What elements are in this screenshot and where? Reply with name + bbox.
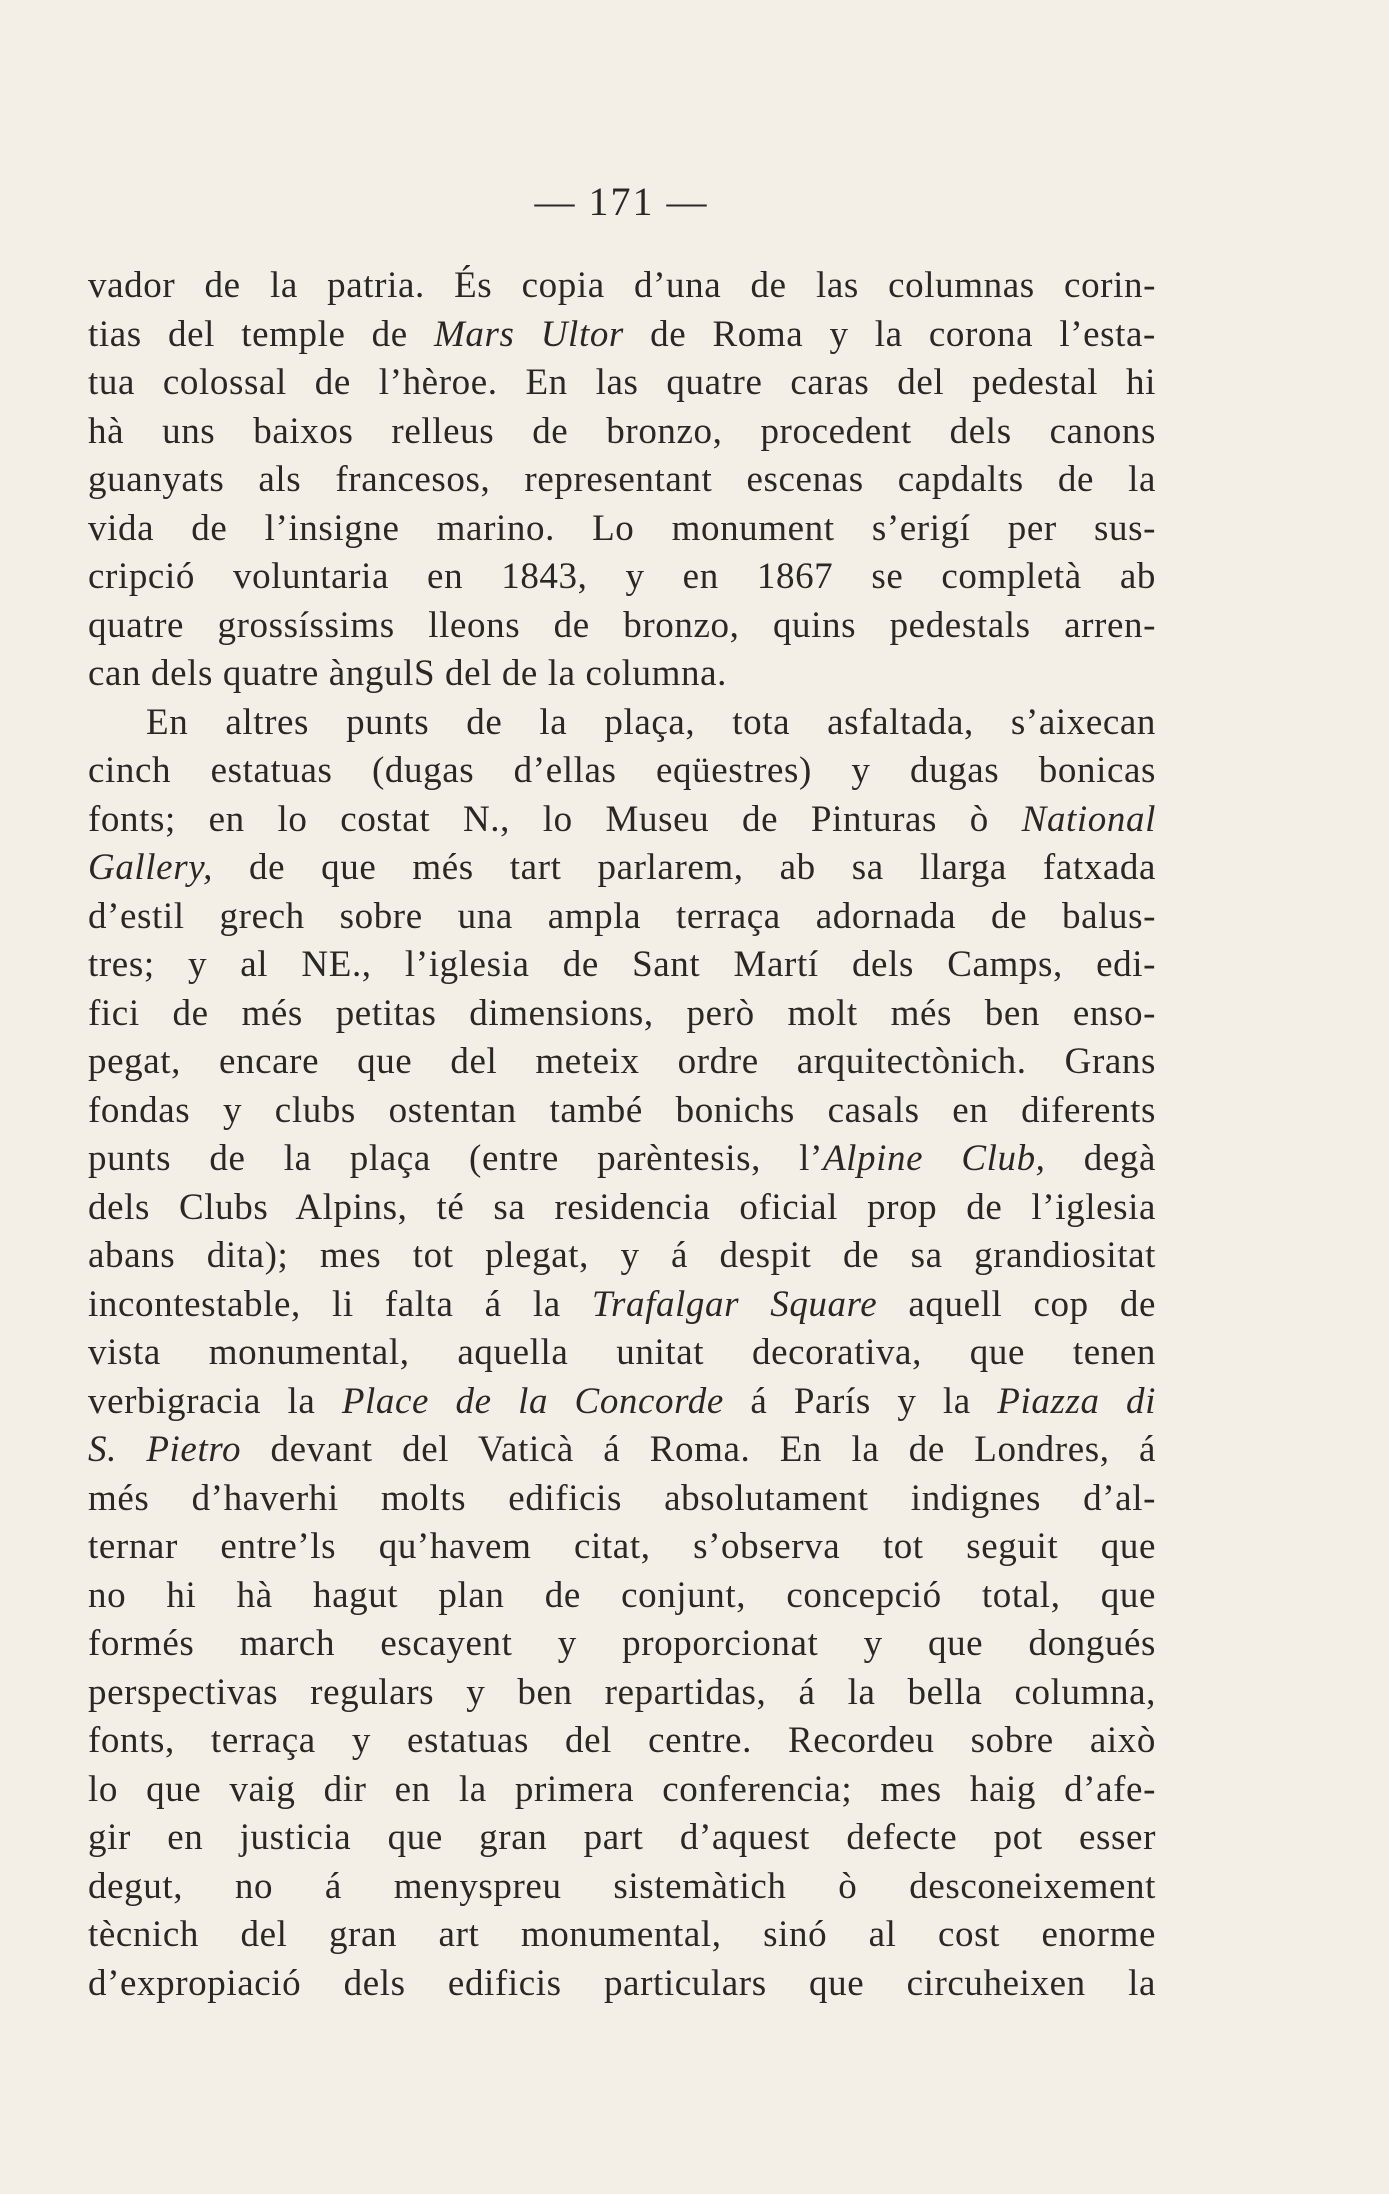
text-line	[88, 1135, 1156, 1184]
text-segment: pegat, encare que del meteix ordre arquitectònich. Grans	[88, 1041, 1156, 1082]
text-line	[88, 1281, 1156, 1330]
text-line	[88, 1572, 1156, 1621]
text-line	[88, 311, 1156, 360]
text-segment: tua colossal de l’hèroe. En las quatre caras del pedestal hi	[88, 362, 1156, 403]
text-segment: devant del Vaticà á Roma. En la de Londres, á	[241, 1429, 1156, 1470]
text-segment: d’expropiació dels edificis particulars que circuheixen la	[88, 1962, 1156, 2004]
italic-text: Trafalgar Square	[591, 1283, 878, 1325]
text-segment: ternar entre’ls qu’havem citat, s’observa tot seguit que	[88, 1526, 1156, 1567]
text-line	[88, 1426, 1156, 1475]
text-segment: fonts, terraça y estatuas del centre. Recordeu sobre això	[88, 1720, 1156, 1761]
text-line	[88, 893, 1156, 942]
text-line	[88, 262, 1156, 311]
text-segment: incontestable, li falta á la	[88, 1283, 592, 1325]
text-line	[88, 1717, 1156, 1766]
text-segment: verbigracia la	[88, 1380, 342, 1422]
text-line	[88, 1960, 1156, 2009]
text-segment: fonts; en lo costat N., lo Museu de Pinturas ò	[88, 798, 1022, 840]
text-line	[88, 1523, 1156, 1572]
text-segment: tias del temple de	[88, 313, 435, 355]
italic-text: S. Pietro	[88, 1429, 242, 1470]
text-segment: abans dita); mes tot plegat, y á despit de sa grandiositat	[88, 1235, 1156, 1276]
text-line	[88, 796, 1156, 845]
text-segment: tècnich del gran art monumental, sinó al cost enorme	[88, 1914, 1156, 1955]
text-segment: En altres punts de la plaça, tota asfaltada, s’aixecan	[146, 701, 1156, 743]
italic-text: Piazza di	[997, 1380, 1156, 1422]
text-line	[88, 408, 1156, 457]
text-line	[88, 1863, 1156, 1912]
italic-text: Gallery,	[88, 847, 214, 888]
text-line	[88, 456, 1156, 505]
italic-text: Mars Ultor	[434, 313, 624, 355]
text-line	[88, 1038, 1156, 1087]
text-segment: de que més tart parlarem, ab sa llarga fatxada	[213, 847, 1156, 888]
text-line	[88, 1814, 1156, 1863]
italic-text: National	[1021, 798, 1156, 840]
text-segment: cripció voluntaria en 1843, y en 1867 se completà ab	[88, 556, 1156, 597]
text-segment: punts de la plaça (entre parèntesis, l’	[88, 1138, 823, 1179]
text-line	[88, 1766, 1156, 1815]
text-segment: cinch estatuas (dugas d’ellas eqüestres) y dugas bonicas	[88, 750, 1156, 791]
text-line	[88, 1620, 1156, 1669]
text-segment: d’estil grech sobre una ampla terraça adornada de balus-	[88, 895, 1156, 937]
text-segment: quatre grossíssims lleons de bronzo, quins pedestals arren-	[88, 604, 1156, 646]
text-segment: á París y la	[723, 1380, 998, 1422]
text-line	[88, 553, 1156, 602]
text-segment: formés march escayent y proporcionat y que dongués	[88, 1623, 1156, 1664]
text-segment: de Roma y la corona l’esta-	[623, 313, 1156, 355]
text-line	[88, 1184, 1156, 1233]
text-line	[88, 1087, 1156, 1136]
text-line	[88, 1911, 1156, 1960]
text-segment: vador de la patria. És copia d’una de las columnas corin-	[88, 265, 1156, 306]
text-line	[88, 941, 1156, 990]
text-line	[88, 359, 1156, 408]
text-segment: vista monumental, aquella unitat decorativa, que tenen	[88, 1332, 1156, 1373]
text-segment: gir en justicia que gran part d’aquest defecte pot esser	[88, 1817, 1156, 1858]
page-number: — 171 —	[534, 179, 709, 224]
text-segment: no hi hà hagut plan de conjunt, concepció total, que	[88, 1574, 1156, 1616]
text-segment: dels Clubs Alpins, té sa residencia oficial prop de l’iglesia	[88, 1186, 1156, 1228]
italic-text: Alpine Club,	[822, 1138, 1046, 1179]
text-segment: guanyats als francesos, representant escenas capdalts de la	[88, 459, 1156, 500]
italic-text: Place de la Concorde	[341, 1380, 724, 1422]
text-segment: vida de l’insigne marino. Lo monument s’erigí per sus-	[88, 507, 1156, 549]
text-segment: degà	[1045, 1138, 1156, 1179]
text-line	[88, 747, 1156, 796]
text-line	[88, 1378, 1156, 1427]
text-segment: hà uns baixos relleus de bronzo, procedent dels canons	[88, 410, 1156, 452]
text-segment: fondas y clubs ostentan també bonichs casals en diferents	[88, 1089, 1156, 1131]
body-text	[88, 262, 1156, 2008]
text-line	[88, 602, 1156, 651]
text-segment: fici de més petitas dimensions, però molt més ben enso-	[88, 992, 1156, 1034]
text-segment: tres; y al NE., l’iglesia de Sant Martí dels Camps, edi-	[88, 944, 1156, 985]
text-segment: lo que vaig dir en la primera conferencia; mes haig d’afe-	[88, 1768, 1156, 1810]
text-line	[88, 990, 1156, 1039]
text-line	[88, 505, 1156, 554]
text-segment: perspectivas regulars y ben repartidas, á la bella columna,	[88, 1671, 1156, 1713]
text-segment: més d’haverhi molts edificis absolutament indignes d’al-	[88, 1477, 1156, 1519]
text-line	[88, 1669, 1156, 1718]
text-segment: can dels quatre àngulS del de la columna.	[88, 653, 728, 694]
text-segment: degut, no á menyspreu sistemàtich ò desconeixement	[88, 1865, 1156, 1907]
text-line	[88, 1475, 1156, 1524]
text-line	[88, 699, 1156, 748]
text-line	[88, 650, 1156, 699]
text-line	[88, 1232, 1156, 1281]
text-line	[88, 844, 1156, 893]
text-segment: aquell cop de	[877, 1283, 1156, 1325]
text-line	[88, 1329, 1156, 1378]
